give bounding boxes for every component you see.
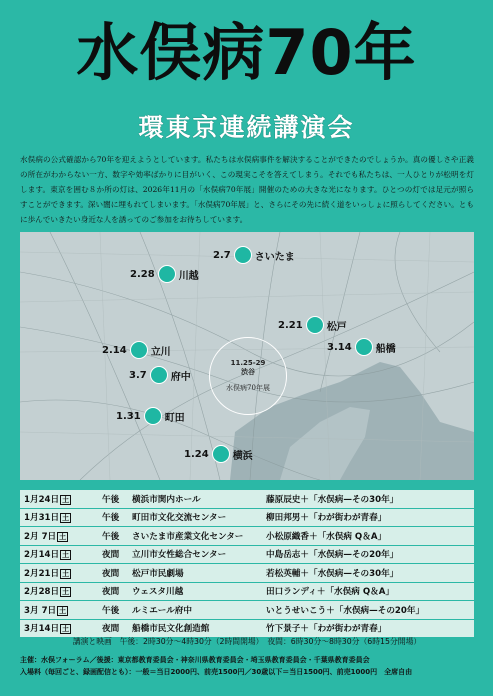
exhibition-marker — [209, 337, 287, 415]
map-venue-yokohama: 1.24 横浜 — [184, 445, 253, 463]
exhibition-title: 水俣病70年展 — [226, 384, 270, 392]
poster-title: 水俣病70年 — [76, 16, 417, 89]
schedule-table — [20, 490, 474, 638]
map-venue-machida: 1.31 町田 — [116, 407, 185, 425]
map-venue-saitama: 2.7 さいたま — [213, 246, 295, 264]
exhibition-date: 11.25-29 — [230, 359, 266, 367]
fees-line: 入場料（毎回ごと、録画配信とも）：一般＝当日2000円、前売1500円／30歳以下＝当日1500円、前売1000円 全席自由 — [20, 668, 413, 676]
schedule-row: 3月 7日 土 午後 ルミエール府中 いとうせいこう＋「水俣病—その20年」 — [20, 601, 474, 619]
map-venue-kawagoe: 2.28 川越 — [130, 265, 199, 283]
schedule-row: 1月31日 土 午後 町田市文化交流センター 柳田邦男＋「わが街わが青春」 — [20, 509, 474, 527]
map-venue-fuchu: 3.7 府中 — [129, 366, 191, 384]
map-venue-funabashi: 3.14 船橋 — [327, 338, 396, 356]
map-venue-tachikawa: 2.14 立川 — [102, 341, 171, 359]
poster-subtitle: 環東京連続講演会 — [138, 113, 355, 142]
map-venue-matsudo: 2.21 松戸 — [278, 316, 347, 334]
schedule-row: 2月21日 土 夜間 松戸市民劇場 若松英輔＋「水俣病—その30年」 — [20, 564, 474, 582]
schedule-row: 2月 7日 土 午後 さいたま市産業文化センター 小松原織香＋「水俣病 Q＆A」 — [20, 527, 474, 545]
organizer-line: 主催：水俣フォーラム／後援：東京都教育委員会・神奈川県教育委員会・埼玉県教育委員会・千葉県教育委員会 — [20, 656, 370, 664]
footer-info — [20, 654, 474, 678]
intro-text: 水俣病の公式確認から70年を迎えようとしています。私たちは水俣病事件を解決することができたのでしょうか。真の優しさや正義の所在がわからない一方、数字や効率ばかりに目がいく、この現実こそを答えてしまう。それでも私たちは、一人ひとりが松明を灯します。東京を囲む８か所の灯は、2026年11月の「水俣病70年展」開催のための大きな光になります。ひとつの灯では足元が照らすことができます。深い闇に埋もれてしまいます。「水俣病70年展」と、さらにその先に続く道をいっしょに照らしてください。ともに歩んでいきたい身近な人を誘ってのご参加をお待ちしています。 — [20, 155, 474, 224]
venue-map — [20, 232, 474, 480]
schedule-row: 3月14日 土 夜間 船橋市民文化創造館 竹下景子＋「わが街わが青春」 — [20, 620, 474, 638]
schedule-row: 2月28日 土 夜間 ウェスタ川越 田口ランディ＋「水俣病 Q＆A」 — [20, 583, 474, 601]
exhibition-place: 渋谷 — [241, 368, 255, 376]
session-times: 講演と映画 午後：2時30分～4時30分（2時間開場） 夜間：6時30分～8時30分（6時15分開場） — [72, 637, 422, 646]
schedule-row: 2月14日 土 夜間 立川市女性総合センター 中島岳志＋「水俣病—その20年」 — [20, 546, 474, 564]
schedule-row: 1月24日 土 午後 横浜市関内ホール 藤原辰史＋「水俣病—その30年」 — [20, 490, 474, 508]
